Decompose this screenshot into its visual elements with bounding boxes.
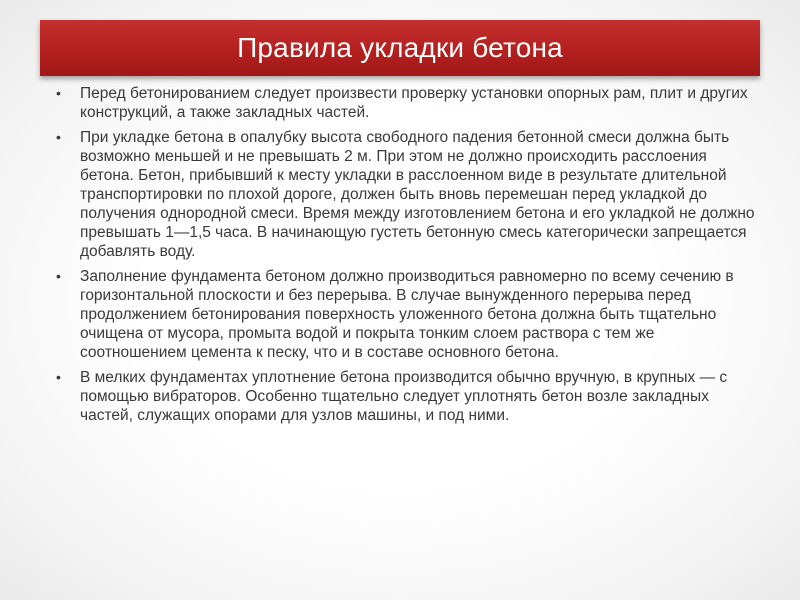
bullet-list — [46, 84, 756, 431]
bullet-icon: • — [56, 369, 61, 385]
bullet-text: Перед бетонированием следует произвести проверку установки опорных рам, плит и других конструкций, а также закладных частей. — [80, 85, 748, 121]
bullet-item-4 — [46, 368, 756, 425]
slide-title: Правила укладки бетона — [237, 32, 563, 63]
bullet-icon: • — [56, 85, 61, 101]
bullet-item-2 — [46, 128, 756, 261]
bullet-icon: • — [56, 129, 61, 145]
title-bar — [40, 20, 760, 76]
bullet-icon: • — [56, 268, 61, 284]
bullet-text: Заполнение фундамента бетоном должно производиться равномерно по всему сечению в горизонтальной плоскости и без перерыва. В случае вынужденного перерыва перед продолжением бетонирования поверхность уложенного бетона должна быть тщательно очищена от мусора, промыта водой и покрыта тонким слоем раствора с тем же соотношением цемента к песку, что и в составе основного бетона. — [80, 268, 734, 361]
bullet-item-1 — [46, 84, 756, 122]
bullet-item-3 — [46, 267, 756, 362]
bullet-text: В мелких фундаментах уплотнение бетона производится обычно вручную, в крупных — с помощью вибраторов. Особенно тщательно следует уплотнять бетон возле закладных частей, служащих опорами для узлов машины, и под ними. — [80, 369, 728, 424]
bullet-text: При укладке бетона в опалубку высота свободного падения бетонной смеси должна быть возможно меньшей и не превышать 2 м. При этом не должно происходить расслоения бетона. Бетон, прибывший к месту укладки в расслоенном виде в результате длительной транспортировки по плохой дороге, должен быть вновь перемешан перед укладкой до получения однородной смеси. Время между изготовлением бетона и его укладкой не должно превышать 1—1,5 часа. В начинающую густеть бетонную смесь категорически запрещается добавлять воду. — [80, 129, 755, 260]
